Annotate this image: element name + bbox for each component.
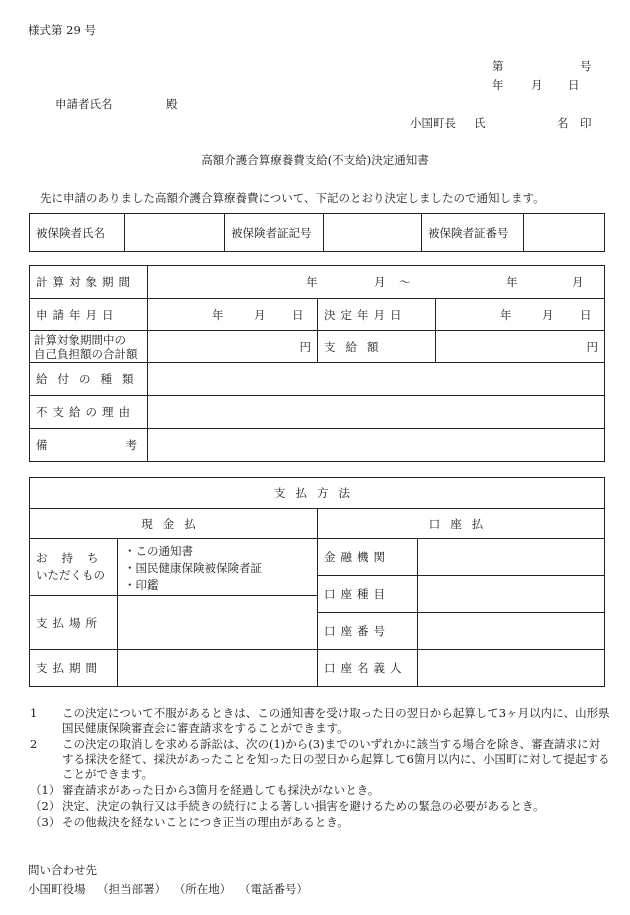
payment-header: 支払方法 xyxy=(30,478,605,509)
note-item xyxy=(30,799,610,814)
account-header: 口座払 xyxy=(318,509,605,539)
bring-label-line1: お持ち xyxy=(36,551,113,565)
note-text: 決定、決定の執行又は手続きの続行による著しい損害を避けるための緊急の必要があるとき。 xyxy=(62,799,545,813)
account-number-label: 口座番号 xyxy=(318,613,418,650)
payment-amount-unit: 円 xyxy=(586,339,599,354)
decision-year: 年 xyxy=(500,307,512,322)
note-item xyxy=(30,706,610,736)
contact-line xyxy=(28,881,308,897)
insured-name-field[interactable] xyxy=(125,214,225,252)
bring-items xyxy=(118,539,318,596)
remarks-field[interactable] xyxy=(148,429,605,462)
issuer-mayor: 小国町長 xyxy=(410,116,456,130)
decision-date-label: 決定年月日 xyxy=(318,299,436,331)
bring-item: ・国民健康保険被保険者証 xyxy=(124,561,262,575)
bring-item: ・印鑑 xyxy=(124,578,159,592)
period-field[interactable] xyxy=(148,266,605,299)
note-number: （2） xyxy=(30,799,61,813)
period-tilde: ～ xyxy=(399,275,411,289)
issuer-shi: 氏 xyxy=(474,116,486,130)
self-pay-field[interactable] xyxy=(148,331,318,363)
period-pay-label: 支払期間 xyxy=(30,650,118,687)
place-label: 支払場所 xyxy=(30,596,118,650)
detail-table xyxy=(29,265,605,462)
contact-phone: （電話番号） xyxy=(238,882,308,896)
account-holder-field[interactable] xyxy=(418,650,605,687)
reason-field[interactable] xyxy=(148,396,605,429)
period-to-year: 年 xyxy=(506,275,518,289)
reason-label: 不支給の理由 xyxy=(30,396,148,429)
bank-field[interactable] xyxy=(418,539,605,576)
contact-office: 小国町役場 xyxy=(28,882,86,896)
apply-year: 年 xyxy=(212,307,224,322)
bring-item: ・この通知書 xyxy=(124,544,193,558)
period-label: 計算対象期間 xyxy=(30,266,148,299)
issuer-seal: 印 xyxy=(580,116,592,130)
payment-amount-label: 支給額 xyxy=(318,331,436,363)
contact-dept: （担当部署） xyxy=(97,882,167,896)
note-number: （3） xyxy=(30,815,61,829)
insured-name-label: 被保険者氏名 xyxy=(30,214,125,252)
intro-text: 先に申請のありました高額介護合算療養費について、下記のとおり決定しましたので通知します。 xyxy=(40,191,545,205)
insured-number-field[interactable] xyxy=(524,214,605,252)
insured-symbol-label: 被保険者証記号 xyxy=(225,214,324,252)
contact-address: （所在地） xyxy=(173,882,232,896)
insured-number-label: 被保険者証番号 xyxy=(422,214,524,252)
self-pay-unit: 円 xyxy=(299,339,311,354)
period-from-year: 年 xyxy=(306,275,318,289)
payment-amount-field[interactable] xyxy=(436,331,605,363)
decision-date-field[interactable] xyxy=(436,299,605,331)
apply-day: 日 xyxy=(292,307,304,322)
account-holder-label: 口座名義人 xyxy=(318,650,418,687)
bring-label-line2: いただくもの xyxy=(36,568,105,582)
notes xyxy=(30,706,610,831)
period-to-month: 月 xyxy=(572,275,584,289)
bank-label: 金融機関 xyxy=(318,539,418,576)
account-type-field[interactable] xyxy=(418,576,605,613)
payment-table xyxy=(29,477,605,687)
contact-label: 問い合わせ先 xyxy=(28,863,97,877)
note-number: 1 xyxy=(30,706,38,720)
cash-header: 現金払 xyxy=(30,509,318,539)
applicant-label: 申請者氏名 xyxy=(55,97,113,111)
benefit-type-field[interactable] xyxy=(148,363,605,396)
date-year: 年 xyxy=(492,78,504,92)
note-text: この決定の取消しを求める訴訟は、次の(1)から(3)までのいずれかに該当する場合を除き、審査請求に対する採決を経て、採決があったことを知った日の翌日から起算して6箇月以内に、小国町に対して提起することができます。 xyxy=(62,737,610,781)
apply-date-field[interactable] xyxy=(148,299,318,331)
apply-date-label: 申請年月日 xyxy=(30,299,148,331)
note-text: この決定について不服があるときは、この通知書を受け取った日の翌日から起算して3ヶ月以内に、山形県国民健康保険審査会に審査請求をすることができます。 xyxy=(62,706,610,735)
decision-month: 月 xyxy=(542,307,554,322)
self-pay-label-line1: 計算対象期間中の xyxy=(34,332,126,347)
date-day: 日 xyxy=(568,78,580,92)
benefit-type-label: 給付の種類 xyxy=(30,363,148,396)
note-item xyxy=(30,737,610,782)
decision-day: 日 xyxy=(580,307,592,322)
note-text: その他裁決を経ないことにつき正当の理由があるとき。 xyxy=(62,815,349,829)
note-item xyxy=(30,815,610,830)
place-field[interactable] xyxy=(118,596,318,650)
note-number: （1） xyxy=(30,783,61,797)
form-number: 様式第 29 号 xyxy=(28,23,96,37)
document-title: 高額介護合算療養費支給(不支給)決定通知書 xyxy=(201,153,429,167)
bring-label xyxy=(30,539,118,596)
doc-no-suffix: 号 xyxy=(580,59,592,73)
period-pay-field[interactable] xyxy=(118,650,318,687)
doc-no-prefix: 第 xyxy=(492,59,504,73)
period-from-month: 月 xyxy=(374,275,386,289)
self-pay-label-line2: 自己負担額の合計額 xyxy=(34,346,138,361)
note-number: 2 xyxy=(30,737,38,751)
applicant-suffix: 殿 xyxy=(166,97,178,111)
issuer-mei: 名 xyxy=(557,116,569,130)
account-type-label: 口座種目 xyxy=(318,576,418,613)
remarks-label: 備考 xyxy=(30,429,148,462)
insured-table xyxy=(29,213,605,252)
apply-month: 月 xyxy=(254,307,266,322)
date-month: 月 xyxy=(531,78,543,92)
insured-symbol-field[interactable] xyxy=(324,214,422,252)
account-number-field[interactable] xyxy=(418,613,605,650)
note-item xyxy=(30,783,610,798)
note-text: 審査請求があった日から3箇月を経過しても採決がないとき。 xyxy=(62,783,380,797)
self-pay-label xyxy=(30,331,148,363)
